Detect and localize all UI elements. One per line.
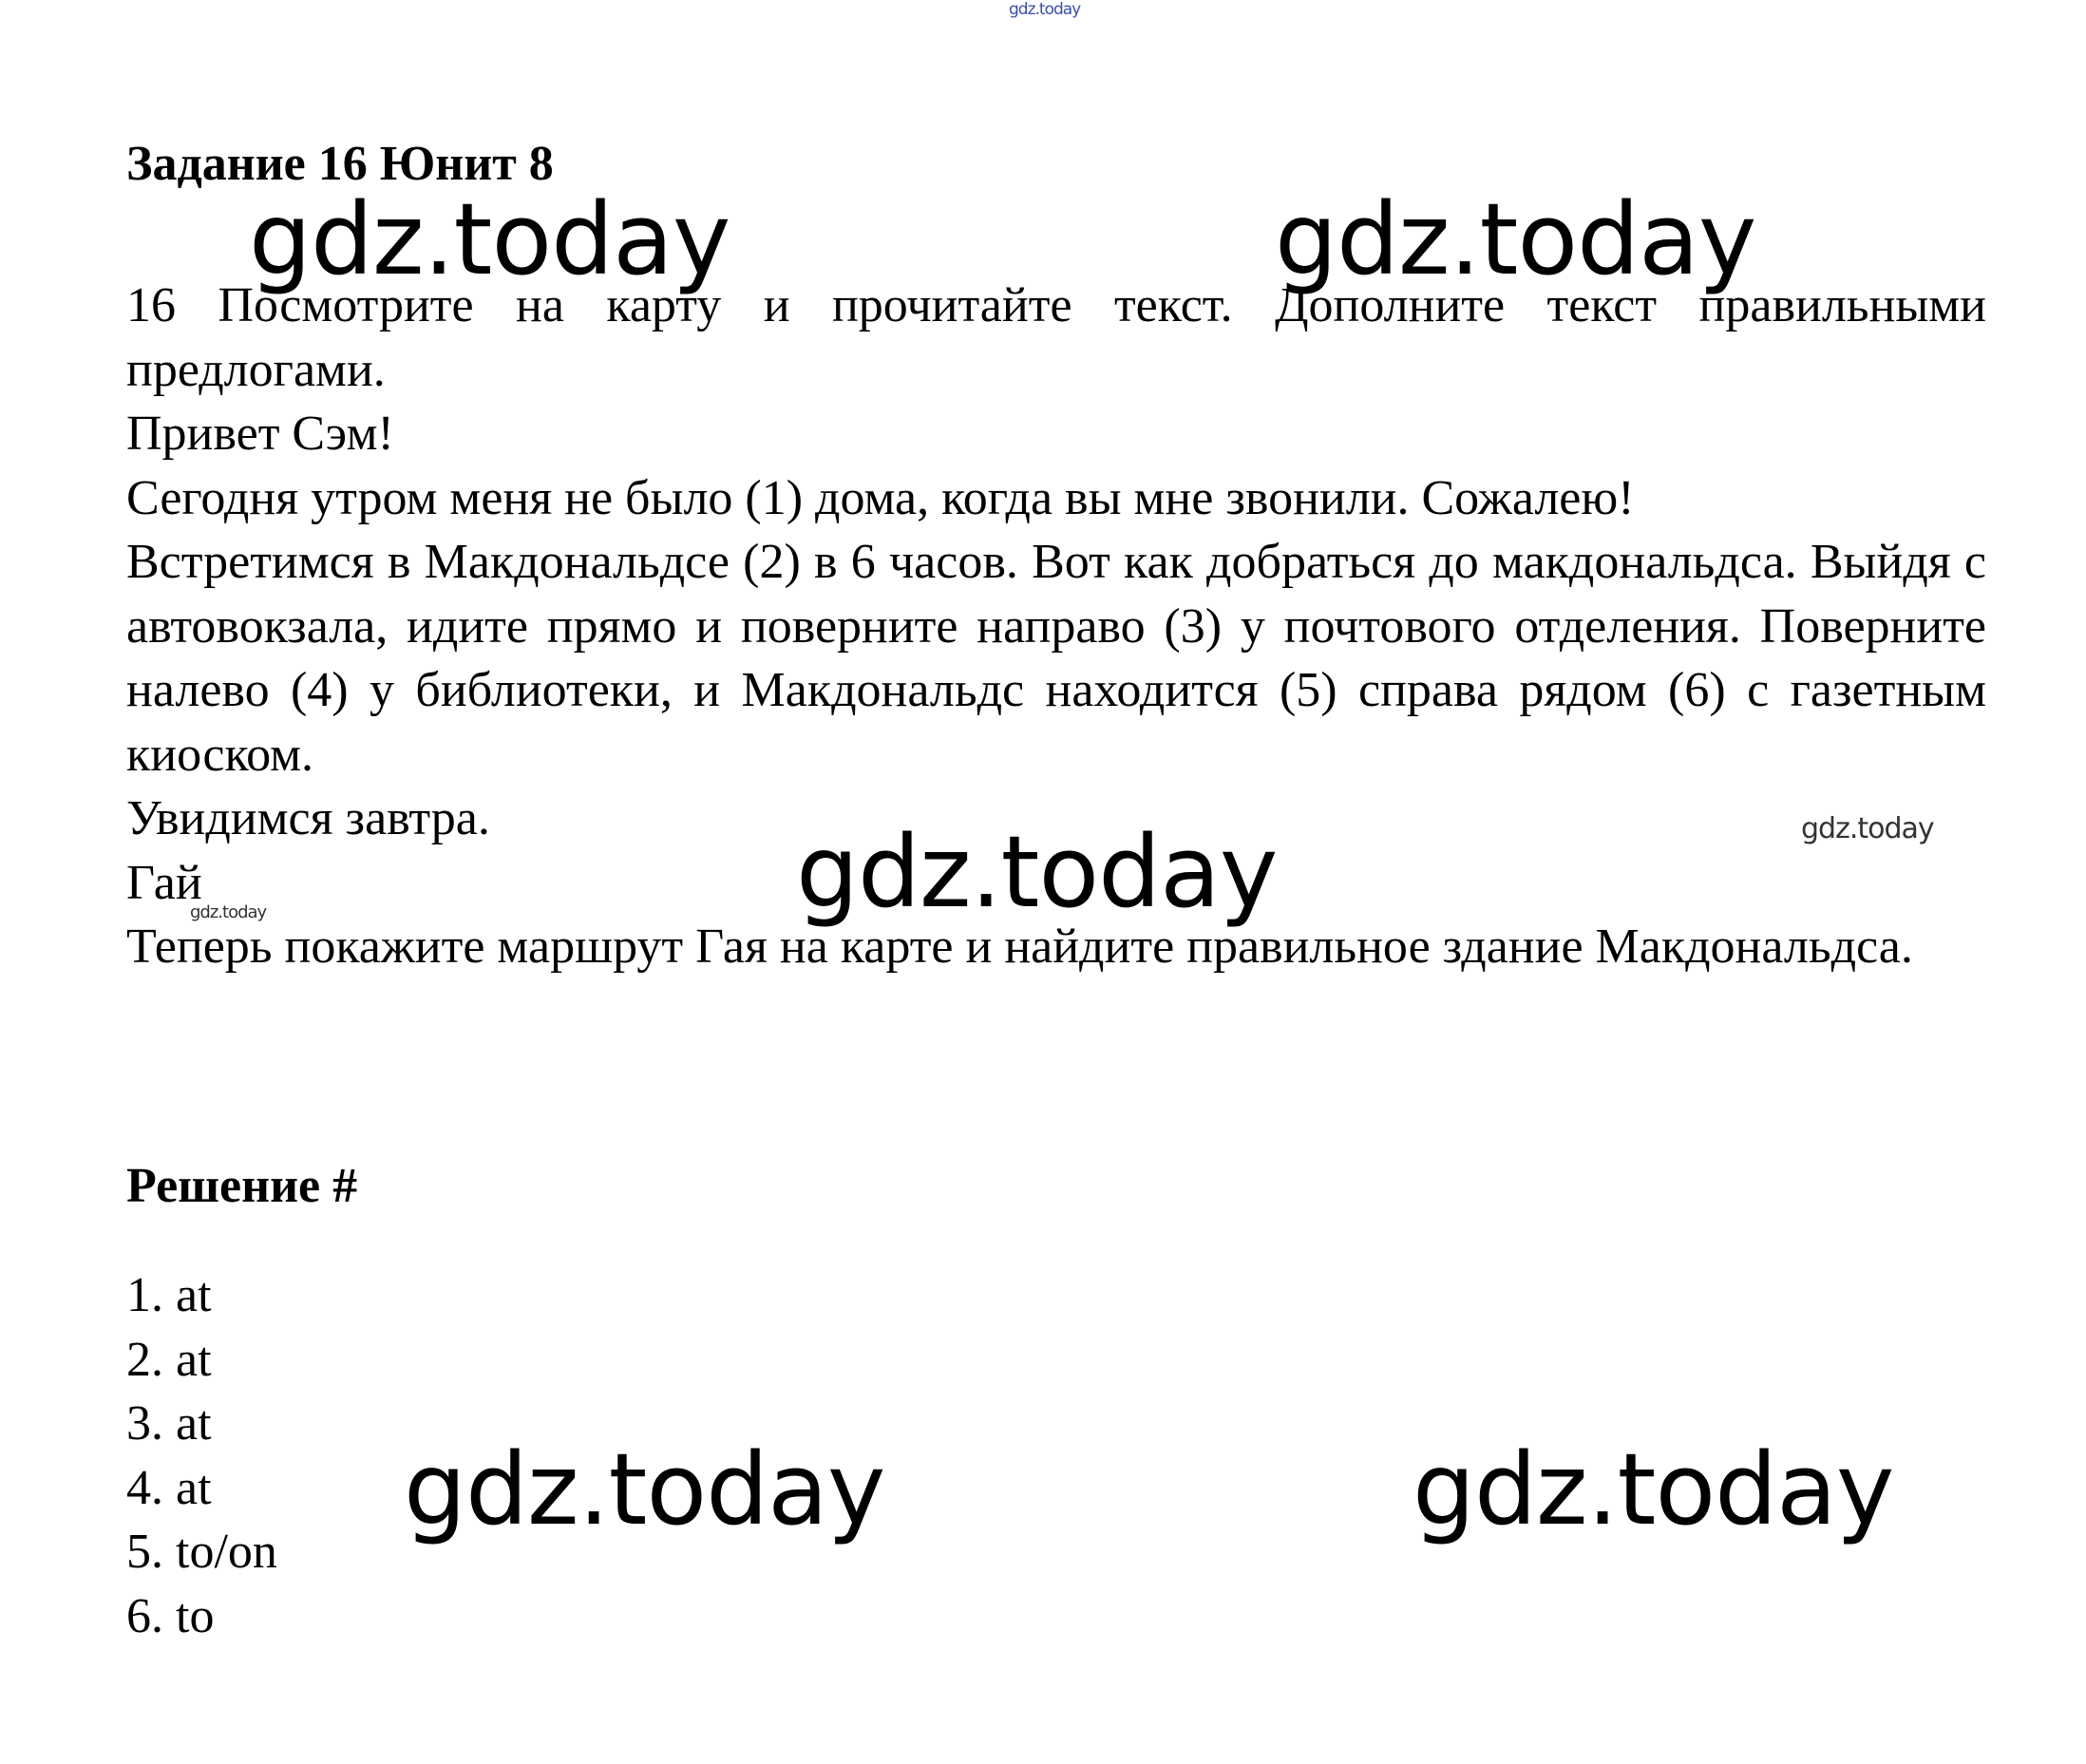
watermark-large: gdz.today — [249, 181, 730, 297]
watermark-large: gdz.today — [1275, 181, 1756, 297]
letter-greeting: Привет Сэм! — [126, 407, 394, 461]
answer-item: 6. to — [126, 1588, 215, 1643]
letter-farewell: Увидимся завтра. — [126, 791, 490, 845]
task-title: Задание 16 Юнит 8 — [126, 137, 554, 191]
answer-item: 3. at — [126, 1396, 212, 1451]
watermark-large: gdz.today — [1413, 1432, 1894, 1547]
watermark-small: gdz.today — [190, 902, 267, 922]
answer-item: 4. at — [126, 1460, 212, 1515]
answer-item: 5. to/on — [126, 1525, 277, 1579]
answer-item: 1. at — [126, 1268, 212, 1322]
watermark-large: gdz.today — [796, 814, 1278, 930]
watermark-top: gdz.today — [1009, 0, 1081, 19]
letter-paragraph: Встретимся в Макдональдсе (2) в 6 часов. Вот как добраться до макдональдса. Выйдя с автовокзала, идите прямо и поверните направо (3) у почтового отделения. Поверните налево (4) у библиотеки, и Макдональдс находится (5) справа рядом (6) с газетным киоском. — [126, 535, 1986, 782]
solution-title: Решение # — [126, 1159, 358, 1213]
letter-line-1: Сегодня утром меня не было (1) дома, когда вы мне звонили. Сожалею! — [126, 470, 1635, 525]
answer-list — [126, 1263, 277, 1648]
task-instruction: 16 Посмотрите на карту и прочитайте текст. Дополните текст правильными предлогами. — [126, 278, 1986, 397]
letter-signature: Гай — [126, 855, 202, 910]
watermark-large: gdz.today — [404, 1432, 885, 1547]
answer-item: 2. at — [126, 1332, 212, 1387]
watermark-medium: gdz.today — [1801, 812, 1934, 845]
task-followup: Теперь покажите маршрут Гая на карте и найдите правильное здание Макдональдса. — [126, 920, 1913, 974]
